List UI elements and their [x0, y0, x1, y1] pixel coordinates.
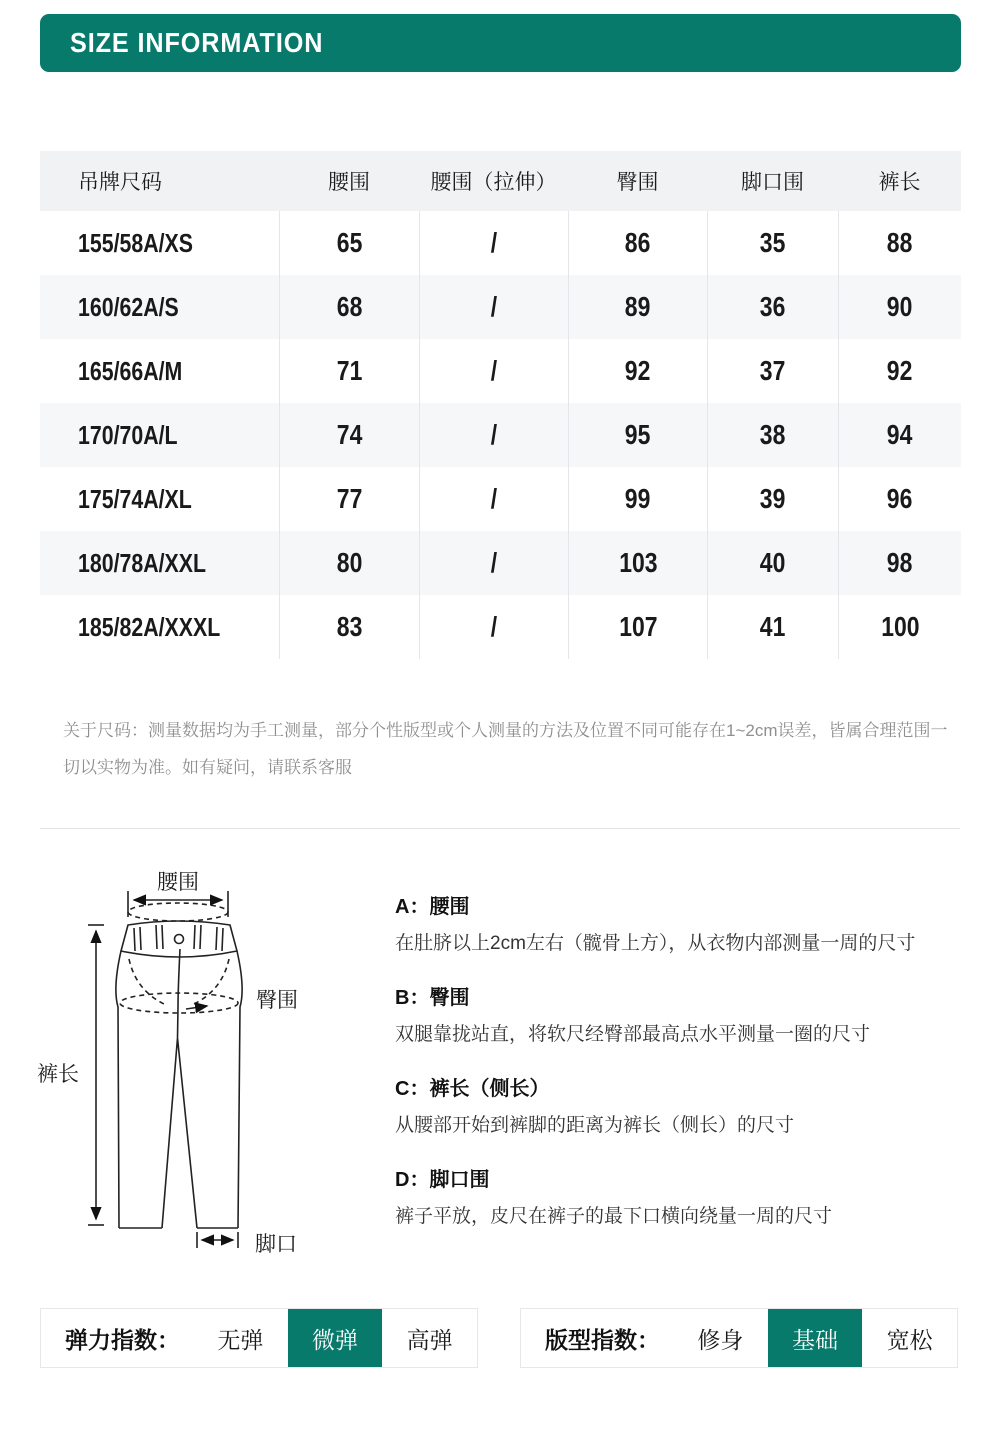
elasticity-index-label: 弹力指数：: [65, 1326, 180, 1353]
size-label: 175/74A/XL: [78, 483, 192, 514]
size-label: 185/82A/XXXL: [78, 611, 221, 642]
elasticity-option-none: 无弹: [217, 1326, 264, 1353]
waist-stretch-value: /: [490, 355, 498, 386]
size-label: 170/70A/L: [78, 419, 178, 450]
waist-value: 71: [336, 355, 363, 386]
guide-item-hip: [395, 984, 970, 1050]
size-table: [40, 151, 961, 659]
col-header-leg-opening: 脚口围: [741, 171, 804, 194]
waist-stretch-value: /: [490, 547, 498, 578]
waist-stretch-value: /: [490, 419, 498, 450]
hip-value: 107: [618, 611, 658, 642]
diagram-label-length: 裤长: [37, 1063, 79, 1086]
pants-body: [116, 949, 242, 1228]
guide-desc: 从腰部开始到裤脚的距离为裤长（侧长）的尺寸: [395, 1115, 795, 1136]
fit-index-box: [520, 1308, 958, 1368]
length-value: 92: [887, 355, 913, 386]
fit-option-loose: 宽松: [886, 1326, 933, 1353]
leg-opening-value: 38: [760, 419, 786, 450]
table-row: [40, 531, 961, 595]
size-label: 160/62A/S: [78, 291, 179, 322]
leg-opening-value: 36: [760, 291, 786, 322]
waist-stretch-value: /: [490, 291, 498, 322]
leg-opening-value: 40: [760, 547, 786, 578]
length-value: 90: [887, 291, 913, 322]
table-row: [40, 211, 961, 275]
section-title: SIZE INFORMATION: [70, 27, 324, 58]
hem-arrow: [197, 1232, 238, 1248]
elasticity-option-slight-selected: 微弹: [288, 1309, 383, 1367]
hip-value: 92: [625, 355, 651, 386]
size-note: 关于尺码：测量数据均为手工测量，部分个性版型或个人测量的方法及位置不同可能存在1~2cm误差，皆属合理范围一切以实物为准。如有疑问，请联系客服: [63, 721, 948, 777]
length-arrow: [88, 925, 104, 1225]
fit-index-label: 版型指数：: [545, 1326, 660, 1353]
guide-heading: C：裤长（侧长）: [395, 1078, 550, 1100]
table-row: [40, 275, 961, 339]
length-value: 94: [887, 419, 913, 450]
leg-opening-value: 41: [760, 611, 786, 642]
waist-stretch-value: /: [490, 611, 498, 642]
elasticity-option-high: 高弹: [406, 1326, 453, 1353]
table-row: [40, 403, 961, 467]
diagram-label-waist: 腰围: [157, 871, 199, 894]
measure-guide: [395, 893, 970, 1257]
waist-stretch-value: /: [490, 227, 498, 258]
diagram-label-hip: 臀围: [256, 989, 298, 1012]
waist-value: 77: [336, 483, 363, 514]
table-row: [40, 339, 961, 403]
waist-value: 74: [336, 419, 363, 450]
leg-opening-value: 37: [760, 355, 786, 386]
elasticity-index-box: [40, 1308, 478, 1368]
hip-value: 95: [625, 419, 651, 450]
table-row: [40, 467, 961, 531]
hip-arrow: [120, 993, 238, 1013]
guide-desc: 裤子平放，皮尺在裤子的最下口横向绕量一周的尺寸: [395, 1206, 833, 1227]
length-value: 96: [887, 483, 913, 514]
leg-opening-value: 39: [760, 483, 786, 514]
waist-value: 68: [336, 291, 363, 322]
length-value: 88: [887, 227, 913, 258]
table-header-row: [40, 151, 961, 211]
guide-heading: D：脚口围: [395, 1169, 490, 1191]
section-title-bar: [40, 14, 961, 72]
guide-heading: B：臀围: [395, 987, 470, 1009]
col-header-hip: 臀围: [616, 171, 659, 194]
size-label: 180/78A/XXL: [78, 547, 206, 578]
hip-value: 89: [625, 291, 651, 322]
waist-value: 83: [336, 611, 363, 642]
guide-item-waist: [395, 893, 970, 959]
guide-heading: A：腰围: [395, 896, 470, 918]
guide-item-length: [395, 1075, 970, 1141]
waist-value: 65: [336, 227, 363, 258]
hip-value: 103: [618, 547, 658, 578]
hip-value: 99: [625, 483, 651, 514]
diagram-label-hem: 脚口: [255, 1233, 297, 1256]
hip-value: 86: [625, 227, 651, 258]
length-value: 98: [887, 547, 913, 578]
leg-opening-value: 35: [760, 227, 786, 258]
guide-desc: 在肚脐以上2cm左右（髋骨上方），从衣物内部测量一周的尺寸: [395, 933, 916, 954]
waist-stretch-value: /: [490, 483, 498, 514]
section-divider: [40, 828, 960, 829]
size-label: 165/66A/M: [78, 355, 183, 386]
waistband: [121, 921, 237, 957]
waist-value: 80: [336, 547, 363, 578]
col-header-length: 裤长: [878, 171, 921, 194]
size-label: 155/58A/XS: [78, 227, 193, 258]
table-row: [40, 595, 961, 659]
guide-desc: 双腿靠拢站直，将软尺经臀部最高点水平测量一圈的尺寸: [395, 1024, 871, 1045]
col-header-waist-stretch: 腰围（拉伸）: [430, 171, 557, 194]
col-header-waist: 腰围: [328, 171, 370, 194]
fit-option-basic-selected: 基础: [768, 1309, 863, 1367]
col-header-size: 吊牌尺码: [78, 171, 162, 194]
guide-item-leg-opening: [395, 1166, 970, 1232]
length-value: 100: [880, 611, 920, 642]
fit-option-slim: 修身: [697, 1326, 744, 1353]
